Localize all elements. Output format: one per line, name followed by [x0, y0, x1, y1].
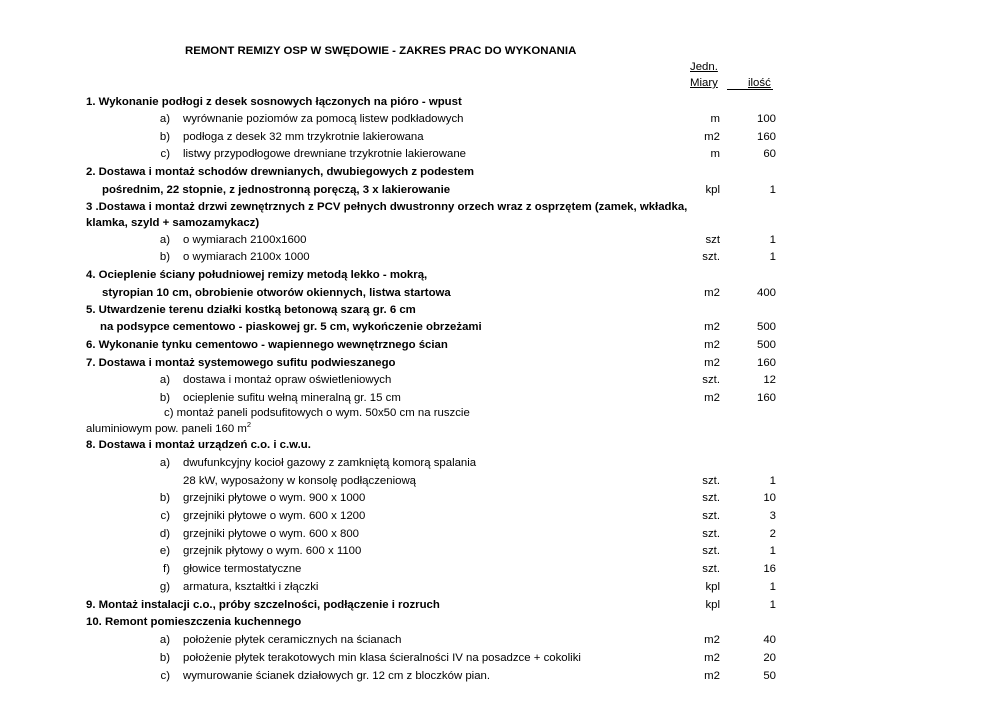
item-text: listwy przypodłogowe drewniane trzykrotnie lakierowane [183, 148, 467, 160]
item-unit: szt. [702, 528, 720, 540]
item-text: głowice termostatyczne [183, 563, 302, 575]
item-unit: kpl [705, 581, 720, 593]
item-quantity: 12 [763, 374, 776, 386]
item-label: a) [159, 374, 170, 386]
section-heading: 1. Wykonanie podłogi z desek sosnowych łączonych na pióro - wpust [86, 96, 462, 108]
item-unit: szt. [702, 563, 720, 575]
item-quantity: 10 [763, 492, 776, 504]
item-quantity: 16 [763, 563, 776, 575]
item-text: o wymiarach 2100x1600 [183, 234, 307, 246]
item-unit: m [710, 148, 720, 160]
item-label: e) [159, 545, 170, 557]
item-label: b) [159, 492, 170, 504]
item-unit: m2 [704, 321, 720, 333]
section-heading: 4. Ocieplenie ściany południowej remizy metodą lekko - mokrą, [86, 269, 428, 281]
item-unit: m2 [704, 339, 720, 351]
item-text-continuation: 28 kW, wyposażony w konsolę podłączeniową [183, 475, 417, 487]
item-unit: m2 [704, 652, 720, 664]
item-unit: szt. [702, 251, 720, 263]
item-quantity: 500 [756, 321, 776, 333]
item-unit: szt. [702, 510, 720, 522]
section-heading: 7. Dostawa i montaż systemowego sufitu podwieszanego [86, 357, 396, 369]
item-unit: m2 [704, 392, 720, 404]
item-quantity: 1 [769, 184, 776, 196]
item-unit: kpl [705, 599, 720, 611]
item-quantity: 160 [756, 392, 776, 404]
item-quantity: 1 [769, 599, 776, 611]
item-quantity: 100 [756, 113, 776, 125]
section-heading: 3 .Dostawa i montaż drzwi zewnętrznych z PCV pełnych dwustronny orzech wraz z osprzętem (zamek, wkładka, [86, 201, 688, 213]
item-label: b) [159, 251, 170, 263]
item-quantity: 40 [763, 634, 776, 646]
section-heading: 5. Utwardzenie terenu działki kostką betonową szarą gr. 6 cm [86, 304, 416, 316]
item-unit: szt. [702, 492, 720, 504]
item-quantity: 160 [756, 357, 776, 369]
item-text: ocieplenie sufitu wełną mineralną gr. 15 cm [183, 392, 401, 404]
section-heading: 8. Dostawa i montaż urządzeń c.o. i c.w.u. [86, 439, 311, 451]
item-unit: szt. [702, 545, 720, 557]
item-quantity: 2 [769, 528, 776, 540]
item-unit: m2 [704, 287, 720, 299]
item-text: położenie płytek terakotowych min klasa ścieralności IV na posadzce + cokoliki [183, 652, 581, 664]
document-title: REMONT REMIZY OSP W SWĘDOWIE - ZAKRES PRAC DO WYKONANIA [185, 45, 577, 57]
item-unit: m2 [704, 670, 720, 682]
item-text: grzejniki płytowe o wym. 900 x 1000 [183, 492, 366, 504]
item-unit: m2 [704, 357, 720, 369]
unit-column-header-line2: Miary [690, 77, 718, 89]
item-unit: m2 [704, 131, 720, 143]
item-text: armatura, kształtki i złączki [183, 581, 319, 593]
item-label: a) [159, 113, 170, 125]
item-quantity: 400 [756, 287, 776, 299]
item-label: g) [159, 581, 170, 593]
superscript: 2 [246, 420, 251, 430]
section-heading: 9. Montaż instalacji c.o., próby szczelności, podłączenie i rozruch [86, 599, 440, 611]
item-quantity: 500 [756, 339, 776, 351]
item-label: c) [160, 148, 170, 160]
item-label: d) [159, 528, 170, 540]
item-text: c) montaż paneli podsufitowych o wym. 50x50 cm na ruszcie [164, 407, 470, 419]
item-text: dwufunkcyjny kocioł gazowy z zamkniętą komorą spalania [183, 457, 477, 469]
item-unit: szt [705, 234, 720, 246]
item-text: wymurowanie ścianek działowych gr. 12 cm z bloczków pian. [183, 670, 491, 682]
item-label: a) [159, 234, 170, 246]
item-label: c) [160, 670, 170, 682]
item-quantity: 1 [769, 251, 776, 263]
item-label: c) [160, 510, 170, 522]
item-label: b) [159, 392, 170, 404]
item-quantity: 60 [763, 148, 776, 160]
section-heading: 10. Remont pomieszczenia kuchennego [86, 616, 302, 628]
section-heading-continuation: klamka, szyld + samozamykacz) [86, 217, 260, 229]
item-text: położenie płytek ceramicznych na ścianach [183, 634, 402, 646]
item-unit: szt. [702, 475, 720, 487]
item-quantity: 160 [756, 131, 776, 143]
item-unit: kpl [705, 184, 720, 196]
item-label: f) [163, 563, 170, 575]
item-text: o wymiarach 2100x 1000 [183, 251, 310, 263]
item-unit: m [710, 113, 720, 125]
item-quantity: 1 [769, 545, 776, 557]
item-quantity: 1 [769, 581, 776, 593]
section-heading: 6. Wykonanie tynku cementowo - wapiennego wewnętrznego ścian [86, 339, 448, 351]
item-quantity: 20 [763, 652, 776, 664]
quantity-column-header: ilość [748, 77, 771, 89]
item-label: b) [159, 652, 170, 664]
item-label: b) [159, 131, 170, 143]
item-label: a) [159, 634, 170, 646]
item-text: grzejnik płytowy o wym. 600 x 1100 [183, 545, 362, 557]
item-text: dostawa i montaż opraw oświetleniowych [183, 374, 392, 386]
item-quantity: 1 [769, 234, 776, 246]
item-unit: m2 [704, 634, 720, 646]
unit-column-header-line1: Jedn. [690, 61, 718, 73]
section-heading: 2. Dostawa i montaż schodów drewnianych, dwubiegowych z podestem [86, 166, 474, 178]
item-text: grzejniki płytowe o wym. 600 x 1200 [183, 510, 366, 522]
section-heading-continuation: styropian 10 cm, obrobienie otworów okiennych, listwa startowa [102, 287, 451, 299]
item-quantity: 3 [769, 510, 776, 522]
item-label: a) [159, 457, 170, 469]
item-quantity: 50 [763, 670, 776, 682]
item-quantity: 1 [769, 475, 776, 487]
item-text-continuation: aluminiowym pow. paneli 160 $m^2$ [86, 420, 251, 435]
item-text: wyrównanie poziomów za pomocą listew podkładowych [183, 113, 464, 125]
item-text: podłoga z desek 32 mm trzykrotnie lakierowana [183, 131, 424, 143]
item-text: grzejniki płytowe o wym. 600 x 800 [183, 528, 360, 540]
section-heading-continuation: pośrednim, 22 stopnie, z jednostronną poręczą, 3 x lakierowanie [102, 184, 451, 196]
section-heading-continuation: na podsypce cementowo - piaskowej gr. 5 cm, wykończenie obrzeżami [100, 321, 482, 333]
item-unit: szt. [702, 374, 720, 386]
